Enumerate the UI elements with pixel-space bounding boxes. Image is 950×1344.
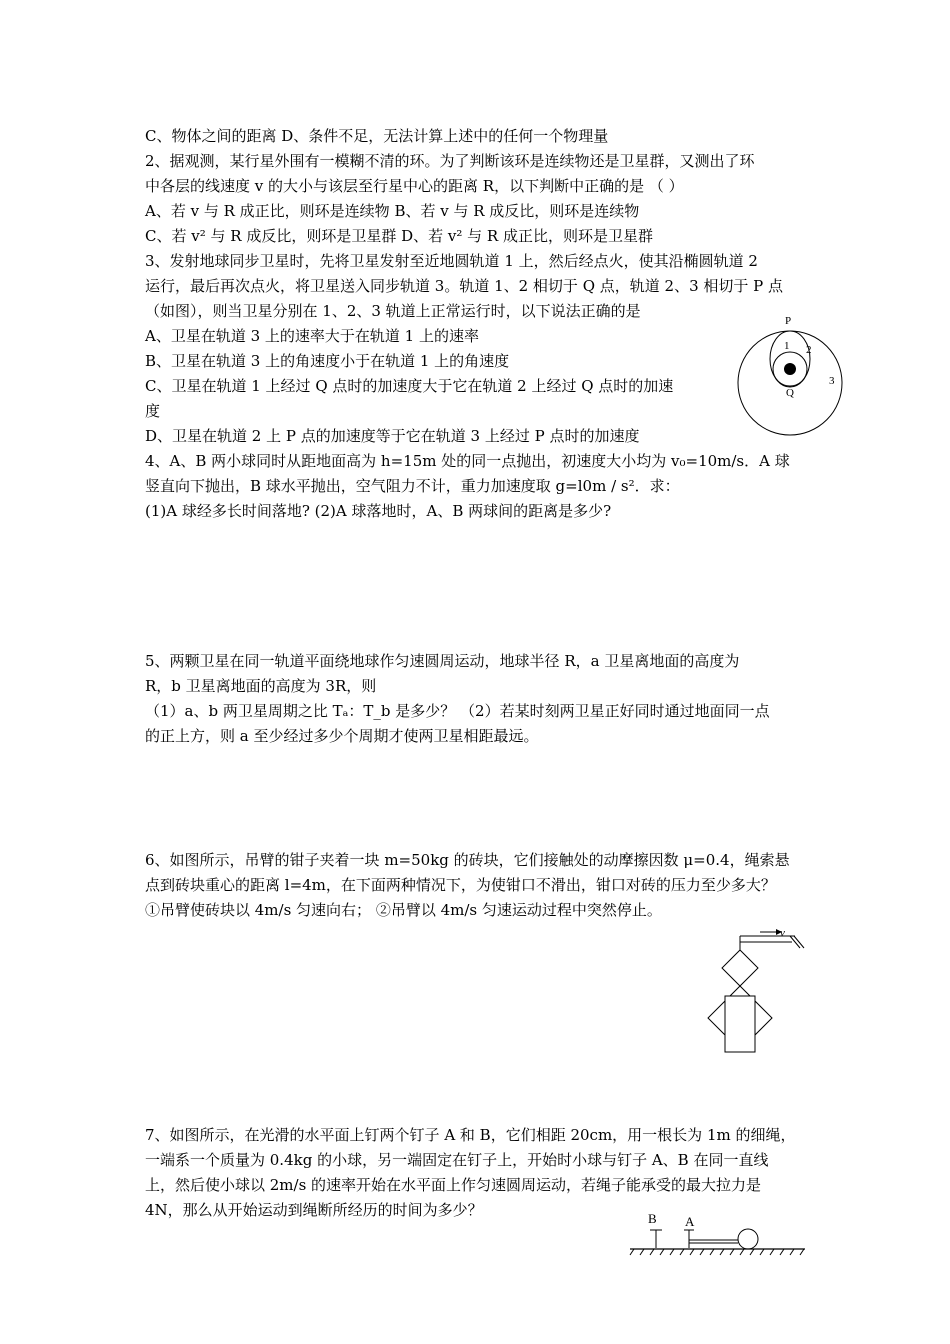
q4-subquestions: (1)A 球经多长时间落地? (2)A 球落地时，A、B 两球间的距离是多少? bbox=[145, 502, 612, 520]
q2-stem-line2: 中各层的线速度 v 的大小与该层至行星中心的距离 R，以下判断中正确的是 （ ） bbox=[145, 177, 684, 195]
q3-option-c-cont: 度 bbox=[145, 402, 161, 420]
label-a: A bbox=[685, 1214, 695, 1229]
q3-option-d: D、卫星在轨道 2 上 P 点的加速度等于它在轨道 3 上经过 P 点时的加速度 bbox=[145, 427, 640, 445]
upper-diamond bbox=[722, 950, 758, 986]
q3-stem-line1: 3、发射地球同步卫星时，先将卫星发射至近地圆轨道 1 上，然后经点火，使其沿椭圆轨道 2 bbox=[145, 252, 758, 270]
label-p: P bbox=[785, 315, 792, 327]
q3-option-c: C、卫星在轨道 1 上经过 Q 点时的加速度大于它在轨道 2 上经过 Q 点时的加速 bbox=[145, 377, 674, 395]
q6-stem-line1: 6、如图所示，吊臂的钳子夹着一块 m=50kg 的砖块，它们接触处的动摩擦因数 μ=0.4，绳索悬 bbox=[145, 851, 790, 869]
q2-stem-line1: 2、据观测，某行星外围有一模糊不清的环。为了判断该环是连续物还是卫星群，又测出了环 bbox=[145, 152, 755, 170]
label-v: v bbox=[780, 927, 785, 939]
q7-stem-line1: 7、如图所示，在光滑的水平面上钉两个钉子 A 和 B，它们相距 20cm，用一根长为 1m 的细绳， bbox=[145, 1126, 796, 1144]
label-1: 1 bbox=[784, 340, 790, 352]
q5-stem-line1: 5、两颗卫星在同一轨道平面绕地球作匀速圆周运动，地球半径 R，a 卫星离地面的高度为 bbox=[145, 652, 740, 670]
q3-stem-line3: （如图），则当卫星分别在 1、2、3 轨道上正常运行时，以下说法正确的是 bbox=[145, 302, 641, 320]
q3-stem-line2: 运行，最后再次点火，将卫星送入同步轨道 3。轨道 1、2 相切于 Q 点，轨道 2、3 相切于 P 点 bbox=[145, 277, 784, 295]
q3-option-a: A、卫星在轨道 3 上的速率大于在轨道 1 上的速率 bbox=[145, 327, 479, 345]
q4-stem-line1: 4、A、B 两小球同时从距地面高为 h=15m 处的同一点抛出，初速度大小均为 v₀=10m/s．A 球 bbox=[145, 452, 790, 470]
q5-subquestions-cont: 的正上方，则 a 至少经过多少个周期才使两卫星相距最远。 bbox=[145, 727, 539, 745]
q6-stem-line2: 点到砖块重心的距离 l=4m，在下面两种情况下，为使钳口不滑出，钳口对砖的压力至少多大？ bbox=[145, 876, 776, 894]
label-b: B bbox=[648, 1211, 657, 1226]
ball bbox=[738, 1229, 758, 1249]
label-2: 2 bbox=[806, 344, 812, 356]
q7-stem-line4: 4N，那么从开始运动到绳断所经历的时间为多少？ bbox=[145, 1201, 483, 1219]
label-q: Q bbox=[786, 387, 794, 399]
orbit-3-circle bbox=[738, 331, 842, 435]
nails-figure bbox=[630, 1210, 810, 1260]
q2-options-ab: A、若 v 与 R 成正比，则环是连续物 B、若 v 与 R 成反比，则环是连续物 bbox=[145, 202, 640, 220]
ground-hatching bbox=[630, 1249, 804, 1255]
orbit-figure bbox=[735, 310, 855, 440]
q2-options-cd: C、若 v² 与 R 成反比，则环是卫星群 D、若 v² 与 R 成正比，则环是卫星群 bbox=[145, 227, 653, 245]
q3-option-b: B、卫星在轨道 3 上的角速度小于在轨道 1 上的角速度 bbox=[145, 352, 510, 370]
crane-figure bbox=[700, 920, 820, 1060]
q6-cases: ①吊臂使砖块以 4m/s 匀速向右； ②吊臂以 4m/s 匀速运动过程中突然停止。 bbox=[145, 901, 662, 919]
q4-stem-line2: 竖直向下抛出，B 球水平抛出，空气阻力不计，重力加速度取 g=l0m / s²．求： bbox=[145, 477, 680, 495]
earth-dot bbox=[784, 363, 796, 375]
q7-stem-line3: 上，然后使小球以 2m/s 的速率开始在水平面上作匀速圆周运动，若绳子能承受的最大拉力是 bbox=[145, 1176, 762, 1194]
label-3: 3 bbox=[829, 375, 835, 387]
brick bbox=[725, 996, 755, 1052]
q1-options-cd: C、物体之间的距离 D、条件不足，无法计算上述中的任何一个物理量 bbox=[145, 127, 609, 145]
q5-stem-line2: R，b 卫星离地面的高度为 3R，则 bbox=[145, 677, 377, 695]
q5-subquestions: （1）a、b 两卫星周期之比 Tₐ：T_b 是多少？ （2）若某时刻两卫星正好同时通过地面同一点 bbox=[145, 702, 770, 720]
q7-stem-line2: 一端系一个质量为 0.4kg 的小球，另一端固定在钉子上，开始时小球与钉子 A、B 在同一直线 bbox=[145, 1151, 769, 1169]
